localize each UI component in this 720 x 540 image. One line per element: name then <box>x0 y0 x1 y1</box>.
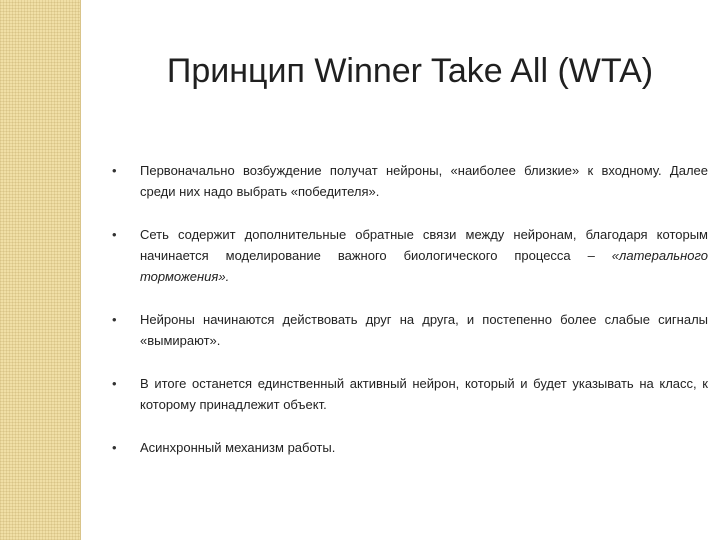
bullet-list <box>112 160 708 458</box>
bullet-item-3 <box>112 309 708 351</box>
bullet-text: Нейроны начинаются действовать друг на друга, и постепенно более слабые сигналы «вымирают». <box>140 312 708 348</box>
bullet-icon: • <box>112 440 117 455</box>
bullet-item-1 <box>112 160 708 202</box>
bullet-item-4 <box>112 373 708 415</box>
bullet-icon: • <box>112 376 117 391</box>
bullet-text: Сеть содержит дополнительные обратные связи между нейронам, благодаря которым начинается моделирование важного биологического процесса – <box>140 227 708 263</box>
slide-title: Принцип Winner Take All (WTA) <box>166 52 654 90</box>
decorative-side-band <box>0 0 81 540</box>
bullet-text: Первоначально возбуждение получат нейроны, «наиболее близкие» к входному. Далее среди них надо выбрать «победителя». <box>140 163 708 199</box>
bullet-icon: • <box>112 312 117 327</box>
bullet-text: Асинхронный механизм работы. <box>140 440 336 455</box>
bullet-text: В итоге останется единственный активный нейрон, который и будет указывать на класс, к которому принадлежит объект. <box>140 376 708 412</box>
bullet-icon: • <box>112 227 117 242</box>
bullet-item-2 <box>112 224 708 287</box>
bullet-emphasis: «латерального торможения». <box>140 248 708 284</box>
bullet-item-5 <box>112 437 708 458</box>
bullet-icon: • <box>112 163 117 178</box>
